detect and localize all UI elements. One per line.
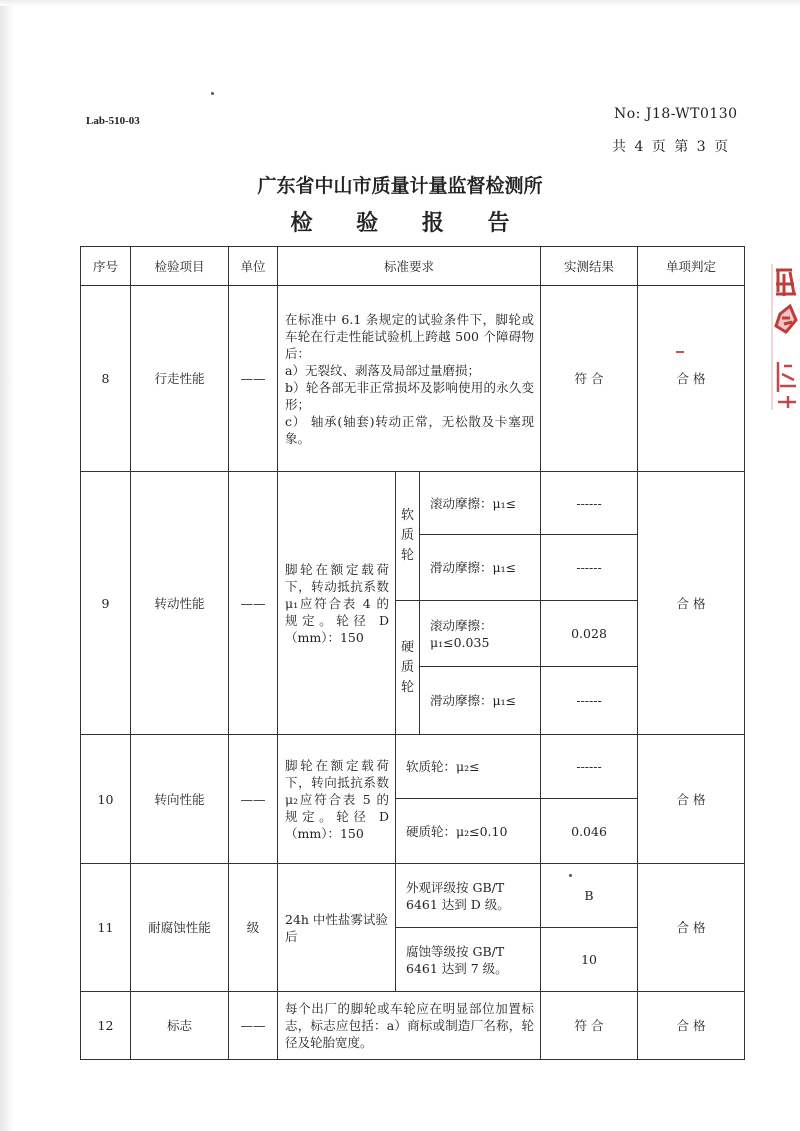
row-item: 转动性能 <box>131 472 229 735</box>
row-judgement: 合 格 <box>638 864 745 992</box>
scan-speck <box>211 92 214 95</box>
row-requirement: 脚轮在额定载荷下，转动抵抗系数μ₁应符合表 4 的规定。轮径 D（mm）：150 <box>278 472 396 735</box>
col-header-result: 实测结果 <box>541 247 638 286</box>
sub-result: ------ <box>541 535 638 601</box>
seal-stamp-icon <box>770 262 800 412</box>
report-number: No: J18-WT0130 <box>614 106 738 122</box>
sub-requirement: 滑动摩擦：μ₁≤ <box>420 535 541 601</box>
inspection-table <box>80 246 745 1060</box>
sub-result: ------ <box>541 735 638 799</box>
table-row <box>81 992 745 1060</box>
row-item: 行走性能 <box>131 286 229 472</box>
row-no: 11 <box>81 864 131 992</box>
sub-result: ------ <box>541 472 638 535</box>
sub-result: 0.028 <box>541 601 638 667</box>
requirement-line: 在标准中 6.1 条规定的试验条件下，脚轮或车轮在行走性能试验机上跨越 500 个障碍物后： <box>285 311 535 361</box>
row-unit: —— <box>229 286 278 472</box>
row-unit: —— <box>229 735 278 864</box>
sub-requirement: 腐蚀等级按 GB/T 6461 达到 7 级。 <box>396 928 541 992</box>
row-requirement: 脚轮在额定载荷下，转向抵抗系数μ₂应符合表 5 的规定。轮径 D（mm）：150 <box>278 735 396 864</box>
requirement-line: a）无裂纹、剥落及局部过量磨损； <box>285 362 480 378</box>
requirement-line: c） 轴承(轴套)转动正常，无松散及卡塞现象。 <box>285 413 535 446</box>
row-no: 10 <box>81 735 131 864</box>
row-no: 9 <box>81 472 131 735</box>
lab-code: Lab-510-03 <box>86 115 140 127</box>
row-judgement: 合 格 <box>638 735 745 864</box>
table-row <box>81 286 745 472</box>
col-header-requirement: 标准要求 <box>278 247 541 286</box>
sub-result: 10 <box>541 928 638 992</box>
sub-requirement: 硬质轮：μ₂≤0.10 <box>396 799 541 864</box>
row-unit: —— <box>229 992 278 1060</box>
sub-requirement: 外观评级按 GB/T 6461 达到 D 级。 <box>396 864 541 928</box>
requirement-line: b）轮各部无非正常损坏及影响使用的永久变形； <box>285 379 535 412</box>
col-header-item: 检验项目 <box>131 247 229 286</box>
sub-requirement: 滚动摩擦：μ₁≤0.035 <box>420 601 541 667</box>
row-judgement: 合 格 <box>638 286 745 472</box>
sub-requirement: 滑动摩擦：μ₁≤ <box>420 667 541 735</box>
sub-result: ------ <box>541 667 638 735</box>
row-judgement: 合 格 <box>638 472 745 735</box>
row-no: 12 <box>81 992 131 1060</box>
sub-result: 0.046 <box>541 799 638 864</box>
row-requirement: 24h 中性盐雾试验后 <box>278 864 396 992</box>
col-header-unit: 单位 <box>229 247 278 286</box>
scan-edge <box>0 0 14 1131</box>
sub-result: B <box>541 864 638 928</box>
table-row <box>81 735 745 799</box>
wheel-type-label: 软质轮 <box>396 472 420 601</box>
sub-requirement: 滚动摩擦：μ₁≤ <box>420 472 541 535</box>
table-row <box>81 864 745 928</box>
organization-title: 广东省中山市质量计量监督检测所 <box>257 175 543 197</box>
scan-edge-top <box>0 0 800 6</box>
col-header-no: 序号 <box>81 247 131 286</box>
sub-requirement: 软质轮：μ₂≤ <box>396 735 541 799</box>
table-header-row <box>81 247 745 286</box>
row-item: 转向性能 <box>131 735 229 864</box>
row-unit: —— <box>229 472 278 735</box>
row-unit: 级 <box>229 864 278 992</box>
row-result: 符 合 <box>541 286 638 472</box>
row-judgement: 合 格 <box>638 992 745 1060</box>
row-item: 耐腐蚀性能 <box>131 864 229 992</box>
page-count: 共 4 页 第 3 页 <box>612 139 731 155</box>
row-requirement: 每个出厂的脚轮或车轮应在明显部位加置标志，标志应包括：a）商标或制造厂名称，轮径及轮胎宽度。 <box>278 992 541 1060</box>
row-requirement <box>278 286 541 472</box>
table-row <box>81 472 745 535</box>
row-item: 标志 <box>131 992 229 1060</box>
document-title: 检 验 报 告 <box>290 211 528 236</box>
wheel-type-label: 硬质轮 <box>396 601 420 735</box>
row-no: 8 <box>81 286 131 472</box>
row-result: 符 合 <box>541 992 638 1060</box>
col-header-judgement: 单项判定 <box>638 247 745 286</box>
